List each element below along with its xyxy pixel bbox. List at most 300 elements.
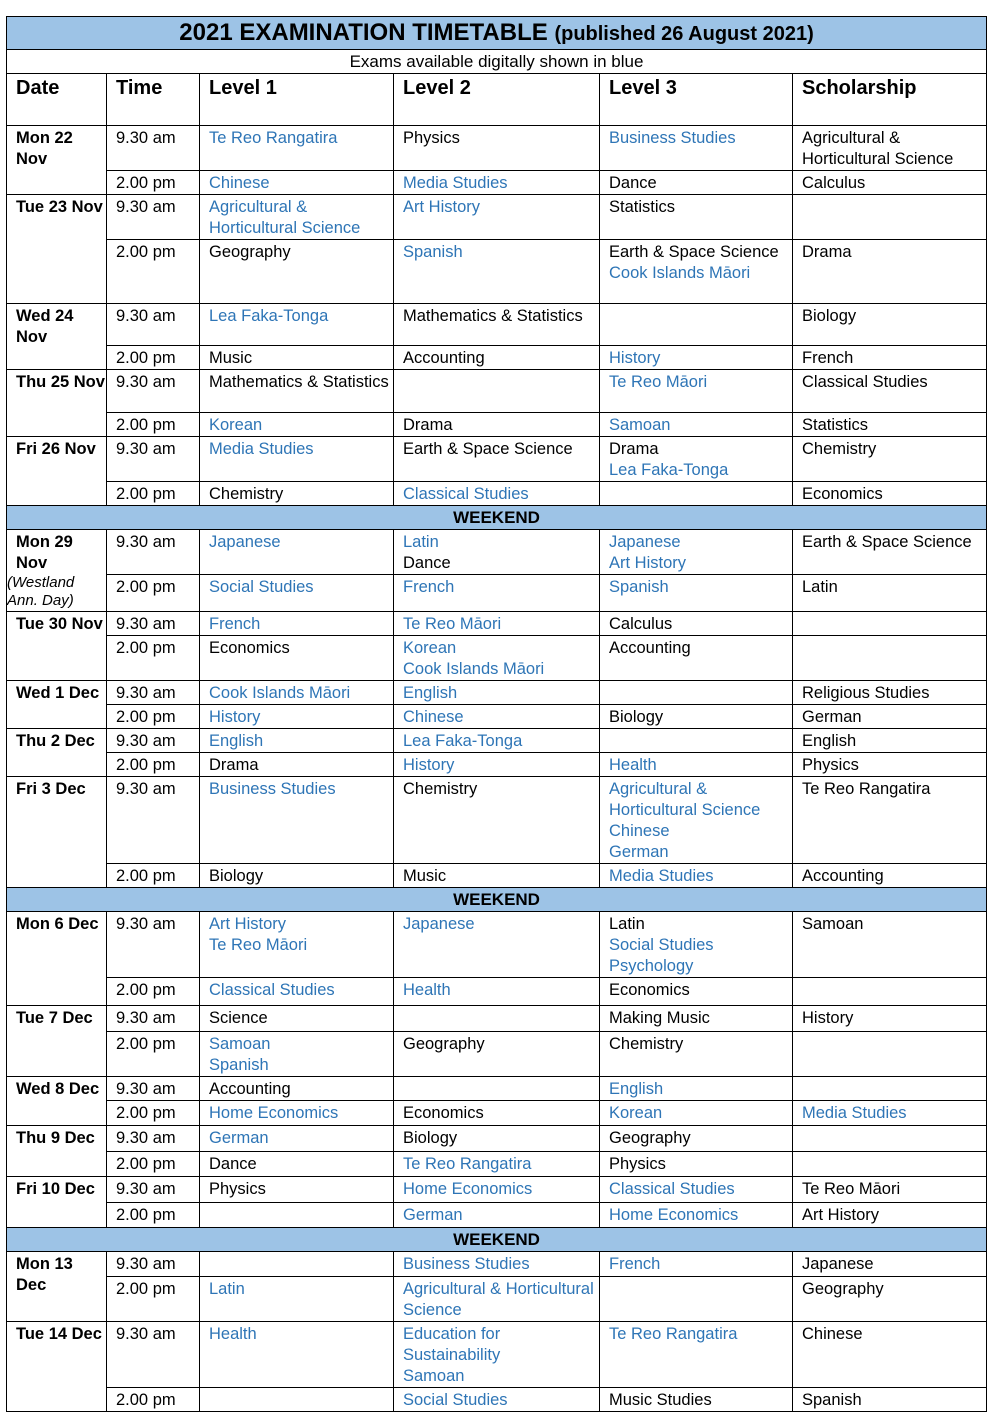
date-label: Mon 22 Nov	[16, 129, 73, 168]
exam-date	[7, 1252, 107, 1322]
subject: Health	[609, 756, 657, 774]
date-label: Thu 25 Nov	[16, 373, 105, 391]
subject: Cook Islands Māori	[609, 264, 751, 282]
subject: Music	[209, 349, 253, 367]
table-row	[7, 1101, 987, 1126]
date-label: Wed 1 Dec	[16, 684, 100, 702]
timetable-title	[7, 17, 987, 50]
table-row	[7, 1388, 987, 1412]
subject: Social Studies	[609, 936, 714, 954]
exam-date	[7, 612, 107, 681]
level-1-cell	[200, 126, 394, 171]
subject: Classical Studies	[609, 1180, 735, 1198]
date-label: Thu 9 Dec	[16, 1129, 95, 1147]
date-label: Tue 30 Nov	[16, 615, 103, 633]
level-2-cell	[394, 304, 600, 346]
subject: Korean	[403, 639, 457, 657]
level-1-cell	[200, 729, 394, 753]
subject: Earth & Space Science	[609, 243, 779, 261]
level-2-cell	[394, 978, 600, 1006]
table-row	[7, 1177, 987, 1203]
weekend-row	[7, 888, 987, 912]
table-row	[7, 777, 987, 864]
level-3-cell	[600, 530, 793, 575]
exam-date	[7, 777, 107, 888]
session-time: 9.30 am	[107, 1252, 200, 1277]
level-3-cell	[600, 1032, 793, 1077]
subject: Spanish	[609, 578, 669, 596]
date-label: Fri 3 Dec	[16, 780, 86, 798]
scholarship-cell	[793, 346, 987, 370]
subject: Lea Faka-Tonga	[209, 307, 329, 325]
subject: Agricultural & Horticultural Science	[609, 780, 761, 819]
date-label: Wed 24 Nov	[16, 307, 74, 346]
header-level-3: Level 3	[600, 74, 793, 126]
level-2-cell	[394, 777, 600, 864]
level-3-cell	[600, 1152, 793, 1177]
subject: Health	[209, 1325, 257, 1343]
scholarship-cell	[793, 777, 987, 864]
subject: Te Reo Rangatira	[609, 1325, 738, 1343]
level-3-cell	[600, 1177, 793, 1203]
title-main: 2021 EXAMINATION TIMETABLE	[179, 19, 548, 46]
subject: Chemistry	[209, 485, 284, 503]
exam-date	[7, 437, 107, 506]
level-1-cell	[200, 575, 394, 612]
level-3-cell	[600, 612, 793, 636]
session-time: 9.30 am	[107, 370, 200, 413]
subject: Latin	[802, 578, 838, 596]
session-time: 2.00 pm	[107, 1032, 200, 1077]
subject: Business Studies	[403, 1255, 530, 1273]
table-row	[7, 171, 987, 195]
level-3-cell	[600, 195, 793, 240]
subject: Te Reo Rangatira	[209, 129, 338, 147]
level-1-cell	[200, 1203, 394, 1228]
subject: German	[609, 843, 669, 861]
level-2-cell	[394, 195, 600, 240]
subject: Te Reo Māori	[802, 1180, 901, 1198]
level-2-cell	[394, 1177, 600, 1203]
table-row	[7, 705, 987, 729]
date-label: Tue 23 Nov	[16, 198, 103, 216]
level-2-cell	[394, 1152, 600, 1177]
table-row	[7, 304, 987, 346]
level-3-cell	[600, 413, 793, 437]
subject: Japanese	[609, 533, 681, 551]
date-label: Wed 8 Dec	[16, 1080, 100, 1098]
level-1-cell	[200, 1277, 394, 1322]
session-time: 9.30 am	[107, 1077, 200, 1101]
subject: Japanese	[403, 915, 475, 933]
table-row	[7, 126, 987, 171]
level-1-cell	[200, 705, 394, 729]
session-time: 9.30 am	[107, 1322, 200, 1388]
level-2-cell	[394, 1277, 600, 1322]
level-2-cell	[394, 729, 600, 753]
subject: Education for Sustainability	[403, 1325, 501, 1364]
level-3-cell	[600, 575, 793, 612]
scholarship-cell	[793, 1203, 987, 1228]
subject: Chemistry	[802, 440, 877, 458]
subject: Home Economics	[403, 1180, 533, 1198]
subject: Classical Studies	[403, 485, 529, 503]
subject: Drama	[209, 756, 259, 774]
scholarship-cell	[793, 304, 987, 346]
timetable-body	[7, 126, 987, 1412]
subject: English	[802, 732, 857, 750]
scholarship-cell	[793, 705, 987, 729]
level-1-cell	[200, 753, 394, 777]
level-3-cell	[600, 240, 793, 304]
table-row	[7, 864, 987, 888]
header-scholarship: Scholarship	[793, 74, 987, 126]
session-time: 9.30 am	[107, 1177, 200, 1203]
level-2-cell	[394, 370, 600, 413]
level-1-cell	[200, 1006, 394, 1032]
table-row	[7, 530, 987, 575]
subject: Accounting	[609, 639, 691, 657]
scholarship-cell	[793, 978, 987, 1006]
table-row	[7, 1252, 987, 1277]
subject: Japanese	[209, 533, 281, 551]
level-3-cell	[600, 304, 793, 346]
level-3-cell	[600, 681, 793, 705]
header-time: Time	[107, 74, 200, 126]
session-time: 9.30 am	[107, 912, 200, 978]
subject: Te Reo Rangatira	[802, 780, 931, 798]
session-time: 2.00 pm	[107, 346, 200, 370]
subject: Te Reo Māori	[403, 615, 502, 633]
exam-date	[7, 1177, 107, 1228]
level-1-cell	[200, 413, 394, 437]
exam-date	[7, 681, 107, 729]
level-3-cell	[600, 1101, 793, 1126]
subject: Media Studies	[209, 440, 314, 458]
header-level-2: Level 2	[394, 74, 600, 126]
level-3-cell	[600, 978, 793, 1006]
date-note: (Westland Ann. Day)	[7, 574, 75, 609]
scholarship-cell	[793, 1277, 987, 1322]
subject: Drama	[403, 416, 453, 434]
scholarship-cell	[793, 636, 987, 681]
table-row	[7, 912, 987, 978]
subject: Samoan	[403, 1367, 465, 1385]
level-3-cell	[600, 705, 793, 729]
subject: Latin	[609, 915, 645, 933]
subject: Drama	[802, 243, 852, 261]
subject: Korean	[609, 1104, 663, 1122]
scholarship-cell	[793, 370, 987, 413]
level-1-cell	[200, 1322, 394, 1388]
session-time: 9.30 am	[107, 612, 200, 636]
level-1-cell	[200, 1032, 394, 1077]
subject: Geography	[609, 1129, 691, 1147]
session-time: 2.00 pm	[107, 413, 200, 437]
subject: German	[209, 1129, 269, 1147]
subject: Music Studies	[609, 1391, 712, 1409]
level-2-cell	[394, 864, 600, 888]
session-time: 2.00 pm	[107, 575, 200, 612]
subject: Japanese	[802, 1255, 874, 1273]
level-3-cell	[600, 482, 793, 506]
date-label: Mon 13 Dec	[16, 1255, 73, 1294]
level-2-cell	[394, 437, 600, 482]
subject: Home Economics	[209, 1104, 339, 1122]
exam-date	[7, 1126, 107, 1177]
subject: Physics	[802, 756, 859, 774]
level-1-cell	[200, 370, 394, 413]
level-2-cell	[394, 1032, 600, 1077]
subject: Biology	[209, 867, 264, 885]
subject: Biology	[403, 1129, 458, 1147]
subject: Biology	[609, 708, 664, 726]
subject: Agricultural & Horticultural Science	[209, 198, 361, 237]
table-row	[7, 240, 987, 304]
scholarship-cell	[793, 195, 987, 240]
weekend-band: WEEKEND	[7, 888, 987, 912]
subject: Korean	[209, 416, 263, 434]
level-2-cell	[394, 575, 600, 612]
subject: Classical Studies	[802, 373, 928, 391]
level-2-cell	[394, 482, 600, 506]
scholarship-cell	[793, 126, 987, 171]
subject: Art History	[802, 1206, 880, 1224]
level-3-cell	[600, 636, 793, 681]
date-label: Tue 7 Dec	[16, 1009, 93, 1027]
subject: Te Reo Rangatira	[403, 1155, 532, 1173]
session-time: 2.00 pm	[107, 171, 200, 195]
table-row	[7, 729, 987, 753]
subject: Art History	[609, 554, 687, 572]
subject: Chemistry	[403, 780, 478, 798]
weekend-band: WEEKEND	[7, 506, 987, 530]
date-label: Mon 29 Nov	[16, 533, 73, 572]
subject: English	[209, 732, 264, 750]
level-3-cell	[600, 171, 793, 195]
subject: Social Studies	[403, 1391, 508, 1409]
table-row	[7, 1077, 987, 1101]
session-time: 9.30 am	[107, 681, 200, 705]
session-time: 2.00 pm	[107, 1388, 200, 1412]
subject: Physics	[403, 129, 460, 147]
level-2-cell	[394, 171, 600, 195]
table-row	[7, 978, 987, 1006]
subject: German	[802, 708, 862, 726]
level-1-cell	[200, 1152, 394, 1177]
exam-date	[7, 195, 107, 304]
subject: Cook Islands Māori	[403, 660, 545, 678]
scholarship-cell	[793, 1322, 987, 1388]
subject: Business Studies	[609, 129, 736, 147]
table-row	[7, 437, 987, 482]
exam-date	[7, 1006, 107, 1077]
subject: Economics	[802, 485, 883, 503]
level-3-cell	[600, 1322, 793, 1388]
session-time: 9.30 am	[107, 304, 200, 346]
subject: Classical Studies	[209, 981, 335, 999]
subject: Chinese	[802, 1325, 863, 1343]
subject: Media Studies	[609, 867, 714, 885]
session-time: 2.00 pm	[107, 753, 200, 777]
level-3-cell	[600, 1203, 793, 1228]
session-time: 9.30 am	[107, 777, 200, 864]
session-time: 2.00 pm	[107, 240, 200, 304]
subject: Samoan	[609, 416, 671, 434]
session-time: 9.30 am	[107, 126, 200, 171]
session-time: 2.00 pm	[107, 978, 200, 1006]
subject: German	[403, 1206, 463, 1224]
level-1-cell	[200, 304, 394, 346]
exam-date	[7, 912, 107, 1006]
level-1-cell	[200, 864, 394, 888]
table-row	[7, 1203, 987, 1228]
table-row	[7, 1152, 987, 1177]
date-label: Tue 14 Dec	[16, 1325, 102, 1343]
session-time: 9.30 am	[107, 437, 200, 482]
level-2-cell	[394, 1388, 600, 1412]
subject: Social Studies	[209, 578, 314, 596]
level-3-cell	[600, 1006, 793, 1032]
scholarship-cell	[793, 1388, 987, 1412]
date-label: Thu 2 Dec	[16, 732, 95, 750]
subject: History	[209, 708, 261, 726]
level-1-cell	[200, 978, 394, 1006]
subject: French	[802, 349, 854, 367]
subject: Agricultural & Horticultural Science	[802, 129, 954, 168]
level-3-cell	[600, 753, 793, 777]
level-1-cell	[200, 437, 394, 482]
level-3-cell	[600, 729, 793, 753]
scholarship-cell	[793, 575, 987, 612]
subject: Economics	[609, 981, 690, 999]
subject: Dance	[209, 1155, 257, 1173]
subject: Statistics	[609, 198, 676, 216]
subject: Economics	[403, 1104, 484, 1122]
subject: Latin	[209, 1280, 245, 1298]
level-1-cell	[200, 1077, 394, 1101]
session-time: 9.30 am	[107, 195, 200, 240]
level-2-cell	[394, 1203, 600, 1228]
scholarship-cell	[793, 437, 987, 482]
date-label: Fri 10 Dec	[16, 1180, 95, 1198]
subject: Art History	[403, 198, 481, 216]
subject: History	[802, 1009, 854, 1027]
level-1-cell	[200, 1388, 394, 1412]
level-1-cell	[200, 1101, 394, 1126]
subject: Economics	[209, 639, 290, 657]
subject: History	[403, 756, 455, 774]
weekend-row	[7, 506, 987, 530]
session-time: 2.00 pm	[107, 482, 200, 506]
subject: Religious Studies	[802, 684, 930, 702]
level-1-cell	[200, 1252, 394, 1277]
exam-date	[7, 370, 107, 437]
subject: Cook Islands Māori	[209, 684, 351, 702]
subject: Chinese	[609, 822, 670, 840]
table-row	[7, 1126, 987, 1152]
subject: English	[609, 1080, 664, 1098]
level-1-cell	[200, 1126, 394, 1152]
scholarship-cell	[793, 1006, 987, 1032]
subject: Biology	[802, 307, 857, 325]
subject: Science	[209, 1009, 268, 1027]
scholarship-cell	[793, 1126, 987, 1152]
level-2-cell	[394, 612, 600, 636]
level-2-cell	[394, 1077, 600, 1101]
subject: Spanish	[802, 1391, 862, 1409]
session-time: 9.30 am	[107, 1006, 200, 1032]
level-2-cell	[394, 1101, 600, 1126]
subject: Psychology	[609, 957, 694, 975]
level-2-cell	[394, 413, 600, 437]
subject: Physics	[609, 1155, 666, 1173]
scholarship-cell	[793, 530, 987, 575]
subject: Te Reo Māori	[209, 936, 308, 954]
scholarship-cell	[793, 1032, 987, 1077]
subject: Physics	[209, 1180, 266, 1198]
session-time: 2.00 pm	[107, 1152, 200, 1177]
level-3-cell	[600, 437, 793, 482]
level-1-cell	[200, 482, 394, 506]
table-row	[7, 575, 987, 612]
digital-legend: Exams available digitally shown in blue	[7, 50, 987, 74]
scholarship-cell	[793, 864, 987, 888]
subject: Earth & Space Science	[403, 440, 573, 458]
level-2-cell	[394, 1126, 600, 1152]
session-time: 2.00 pm	[107, 1101, 200, 1126]
subject: Accounting	[802, 867, 884, 885]
subject: Chinese	[209, 174, 270, 192]
subject: Spanish	[403, 243, 463, 261]
exam-date	[7, 126, 107, 195]
subject: Music	[403, 867, 447, 885]
level-2-cell	[394, 1252, 600, 1277]
scholarship-cell	[793, 612, 987, 636]
date-label: Fri 26 Nov	[16, 440, 96, 458]
level-2-cell	[394, 681, 600, 705]
level-1-cell	[200, 612, 394, 636]
level-1-cell	[200, 195, 394, 240]
scholarship-cell	[793, 482, 987, 506]
subject: Making Music	[609, 1009, 710, 1027]
level-1-cell	[200, 1177, 394, 1203]
subject: Statistics	[802, 416, 869, 434]
session-time: 2.00 pm	[107, 1277, 200, 1322]
level-2-cell	[394, 346, 600, 370]
subject: Art History	[209, 915, 287, 933]
table-row	[7, 636, 987, 681]
scholarship-cell	[793, 1252, 987, 1277]
subject: Mathematics & Statistics	[403, 307, 583, 325]
subject: Mathematics & Statistics	[209, 373, 389, 391]
level-3-cell	[600, 1126, 793, 1152]
subject: Spanish	[209, 1056, 269, 1074]
subject: French	[609, 1255, 661, 1273]
level-3-cell	[600, 912, 793, 978]
table-row	[7, 1277, 987, 1322]
subject: Media Studies	[403, 174, 508, 192]
level-1-cell	[200, 530, 394, 575]
subject: Media Studies	[802, 1104, 907, 1122]
session-time: 2.00 pm	[107, 705, 200, 729]
subject: Latin	[403, 533, 439, 551]
level-1-cell	[200, 912, 394, 978]
level-1-cell	[200, 346, 394, 370]
level-2-cell	[394, 126, 600, 171]
subject: Lea Faka-Tonga	[403, 732, 523, 750]
subject: French	[403, 578, 455, 596]
